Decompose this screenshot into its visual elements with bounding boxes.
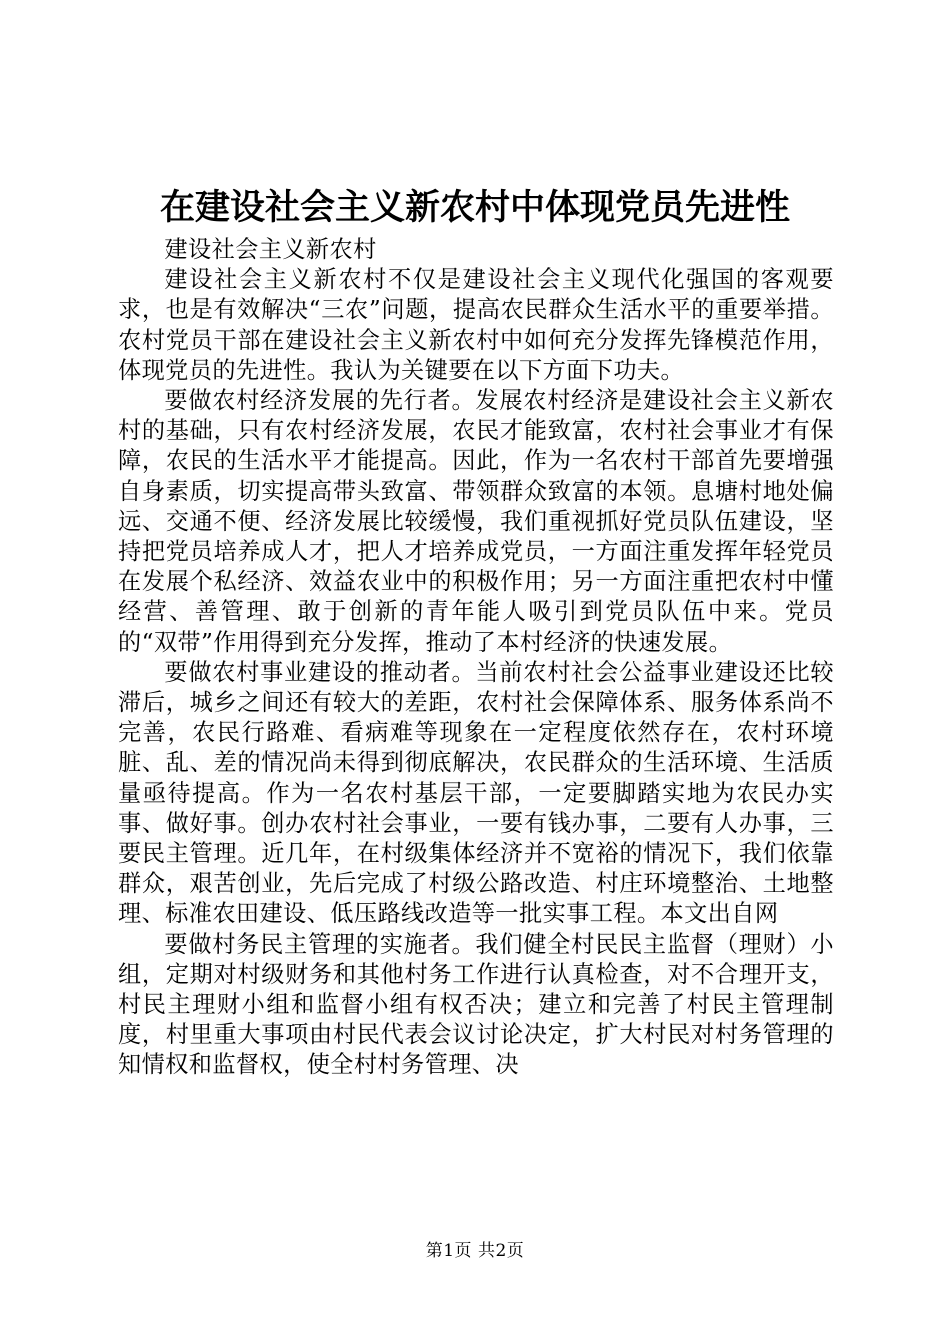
page-footer: 第1页 共2页: [425, 1241, 525, 1261]
paragraph-public-affairs: 要做农村事业建设的推动者。当前农村社会公益事业建设还比较滞后，城乡之间还有较大的差距，农村社会保障体系、服务体系尚不完善，农民行路难、看病难等现象在一定程度依然存在，农村环境脏、乱、差的情况尚未得到彻底解决，农民群众的生活环境、生活质量亟待提高。作为一名农村基层干部，一定要脚踏实地为农民办实事、做好事。创办农村社会事业，一要有钱办事，二要有人办事，三要民主管理。近几年，在村级集体经济并不宽裕的情况下，我们依靠群众，艰苦创业，先后完成了村级公路改造、村庄环境整治、土地整理、标准农田建设、低压路线改造等一批实事工程。本文出自网: [118, 658, 834, 928]
paragraph-village-management: 要做村务民主管理的实施者。我们健全村民民主监督（理财）小组，定期对村级财务和其他村务工作进行认真检查，对不合理开支，村民主理财小组和监督小组有权否决；建立和完善了村民主管理制度，村里重大事项由村民代表会议讨论决定，扩大村民对村务管理的知情权和监督权，使全村村务管理、决: [118, 930, 834, 1079]
document-body: [118, 235, 834, 1081]
paragraph-intro: 建设社会主义新农村不仅是建设社会主义现代化强国的客观要求，也是有效解决“三农”问题，提高农民群众生活水平的重要举措。农村党员干部在建设社会主义新农村中如何充分发挥先锋模范作用，体现党员的先进性。我认为关键要在以下方面下功夫。: [118, 266, 834, 384]
document-title: 在建设社会主义新农村中体现党员先进性: [159, 187, 790, 228]
paragraph-subtitle: 建设社会主义新农村: [164, 236, 377, 263]
paragraph-economy: 要做农村经济发展的先行者。发展农村经济是建设社会主义新农村的基础，只有农村经济发展，农民才能致富，农村社会事业才有保障，农民的生活水平才能提高。因此，作为一名农村干部首先要增强自身素质，切实提高带头致富、带领群众致富的本领。息塘村地处偏远、交通不便、经济发展比较缓慢，我们重视抓好党员队伍建设，坚持把党员培养成人才，把人才培养成党员，一方面注重发挥年轻党员在发展个私经济、效益农业中的积极作用；另一方面注重把农村中懂经营、善管理、敢于创新的青年能人吸引到党员队伍中来。党员的“双带”作用得到充分发挥，推动了本村经济的快速发展。: [118, 387, 834, 656]
